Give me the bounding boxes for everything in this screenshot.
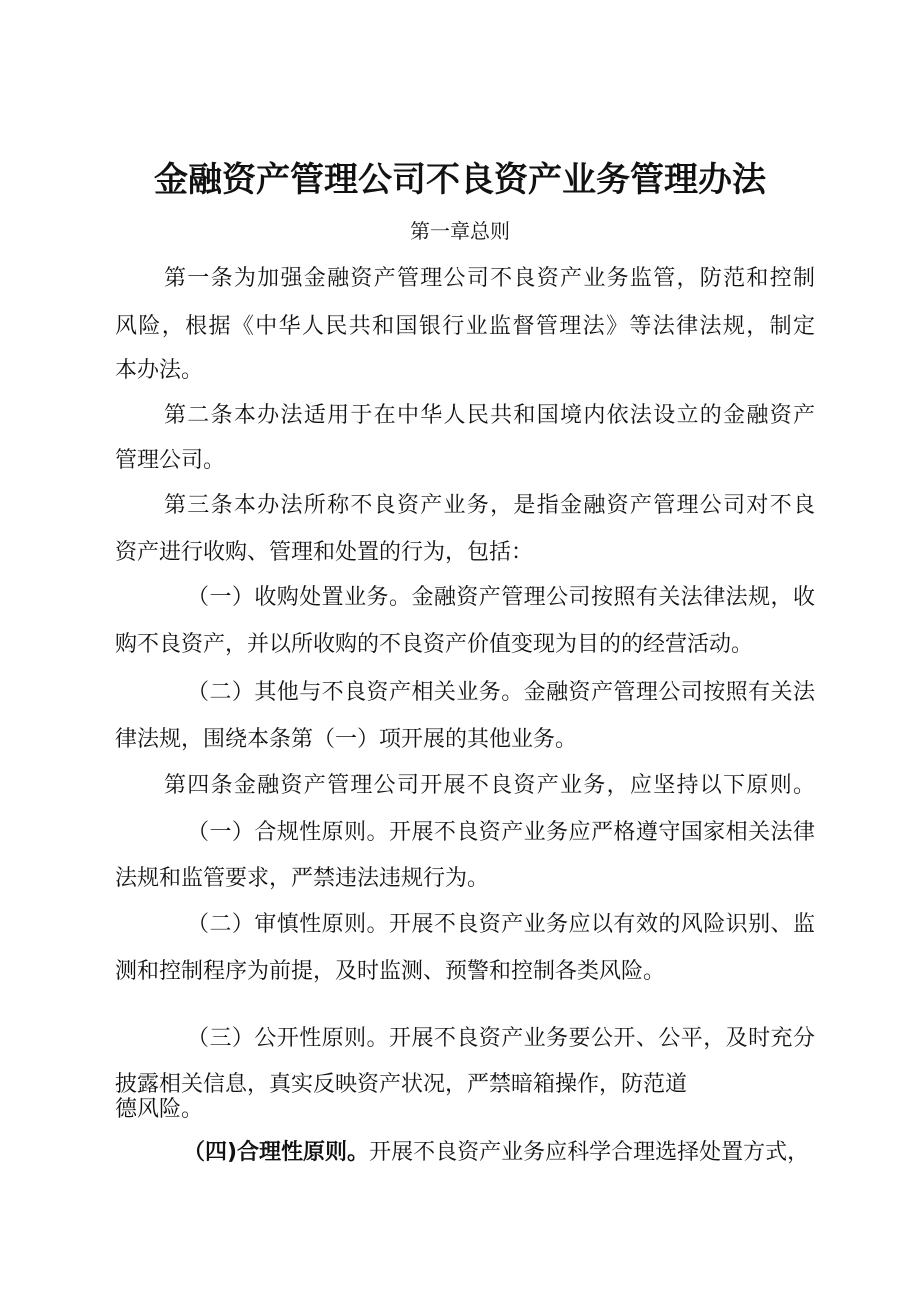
paragraph-line: 资产进行收购、管理和处置的行为，包括： — [115, 540, 534, 565]
bold-heading: （四)合理性原则。 — [183, 1140, 370, 1165]
paragraph-line: （三）公开性原则。开展不良资产业务要公开、公平，及时充分 — [187, 1026, 815, 1051]
chapter-heading: 第一章总则 — [410, 219, 510, 243]
paragraph-line: 管理公司。 — [115, 448, 226, 473]
paragraph-line: 律法规，围绕本条第（一）项开展的其他业务。 — [115, 727, 578, 752]
paragraph-line: 风险，根据《中华人民共和国银行业监督管理法》等法律法规，制定 — [115, 314, 815, 339]
paragraph-line: 德风险。 — [115, 1097, 204, 1122]
document-title: 金融资产管理公司不良资产业务管理办法 — [154, 160, 766, 200]
paragraph-line: （二）其他与不良资产相关业务。金融资产管理公司按照有关法 — [187, 680, 815, 705]
paragraph-line: 购不良资产，并以所收购的不良资产价值变现为目的的经营活动。 — [115, 632, 754, 657]
paragraph-line: 测和控制程序为前提，及时监测、预警和控制各类风险。 — [115, 959, 666, 984]
paragraph-line: 法规和监管要求，严禁违法违规行为。 — [115, 866, 490, 891]
paragraph-line: 第一条为加强金融资产管理公司不良资产业务监管，防范和控制 — [164, 266, 815, 291]
paragraph-line: （二）审慎性原则。开展不良资产业务应以有效的风险识别、监 — [187, 912, 815, 937]
paragraph-text: 开展不良资产业务应科学合理选择处置方式， — [369, 1140, 810, 1165]
paragraph-line: 披露相关信息，真实反映资产状况，严禁暗箱操作，防范道 — [115, 1072, 688, 1097]
paragraph-line: 第二条本办法适用于在中华人民共和国境内依法设立的金融资产 — [164, 403, 815, 428]
paragraph-line: 第三条本办法所称不良资产业务，是指金融资产管理公司对不良 — [164, 493, 815, 518]
paragraph-line: （一）收购处置业务。金融资产管理公司按照有关法律法规，收 — [187, 585, 815, 610]
paragraph-line: 第四条金融资产管理公司开展不良资产业务，应坚持以下原则。 — [164, 773, 815, 798]
paragraph-line: （一）合规性原则。开展不良资产业务应严格遵守国家相关法律 — [187, 820, 815, 845]
paragraph-line: 本办法。 — [115, 358, 204, 383]
paragraph-line — [183, 1137, 809, 1169]
